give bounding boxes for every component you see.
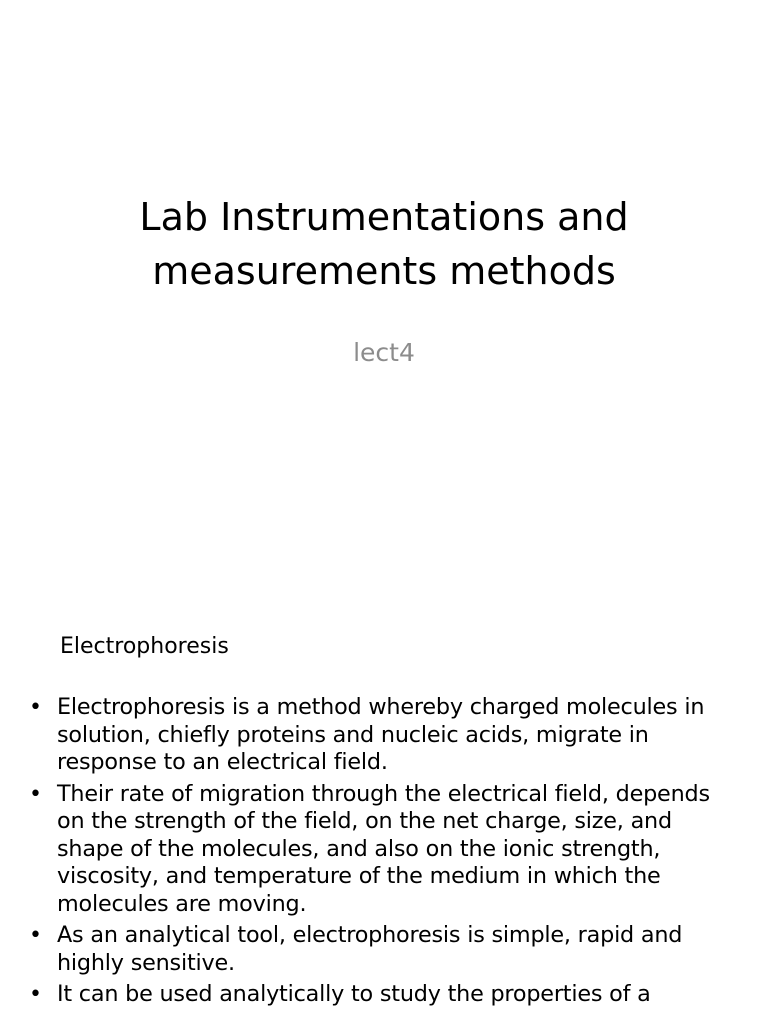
bullet-list bbox=[0, 694, 768, 1013]
bullet-text: Their rate of migration through the electrical field, depends on the strength of the field, on the net charge, size, and shape of the molecules, and also on the ionic strength, viscosity, and temperature of the medium in which the molecules are moving. bbox=[57, 780, 710, 917]
bullet-item bbox=[0, 694, 768, 777]
slide-title-line-1: Lab Instrumentations and bbox=[139, 195, 629, 239]
bullet-dot-icon: • bbox=[29, 982, 42, 1007]
section-heading: Electrophoresis bbox=[60, 634, 229, 659]
bullet-item bbox=[0, 922, 768, 977]
bullet-dot-icon: • bbox=[29, 695, 42, 720]
slide-title-line-2: measurements methods bbox=[152, 249, 616, 293]
bullet-dot-icon: • bbox=[29, 923, 42, 948]
slide-title bbox=[0, 190, 768, 298]
bullet-text: It can be used analytically to study the properties of a bbox=[57, 981, 651, 1007]
bullet-item bbox=[0, 981, 768, 1009]
slide-subtitle: lect4 bbox=[353, 338, 415, 367]
bullet-dot-icon: • bbox=[29, 781, 42, 807]
bullet-text: As an analytical tool, electrophoresis is simple, rapid and highly sensitive. bbox=[57, 922, 683, 976]
bullet-text: Electrophoresis is a method whereby charged molecules in solution, chiefly proteins and nucleic acids, migrate in response to an electrical field. bbox=[57, 694, 705, 775]
bullet-item bbox=[0, 781, 768, 919]
